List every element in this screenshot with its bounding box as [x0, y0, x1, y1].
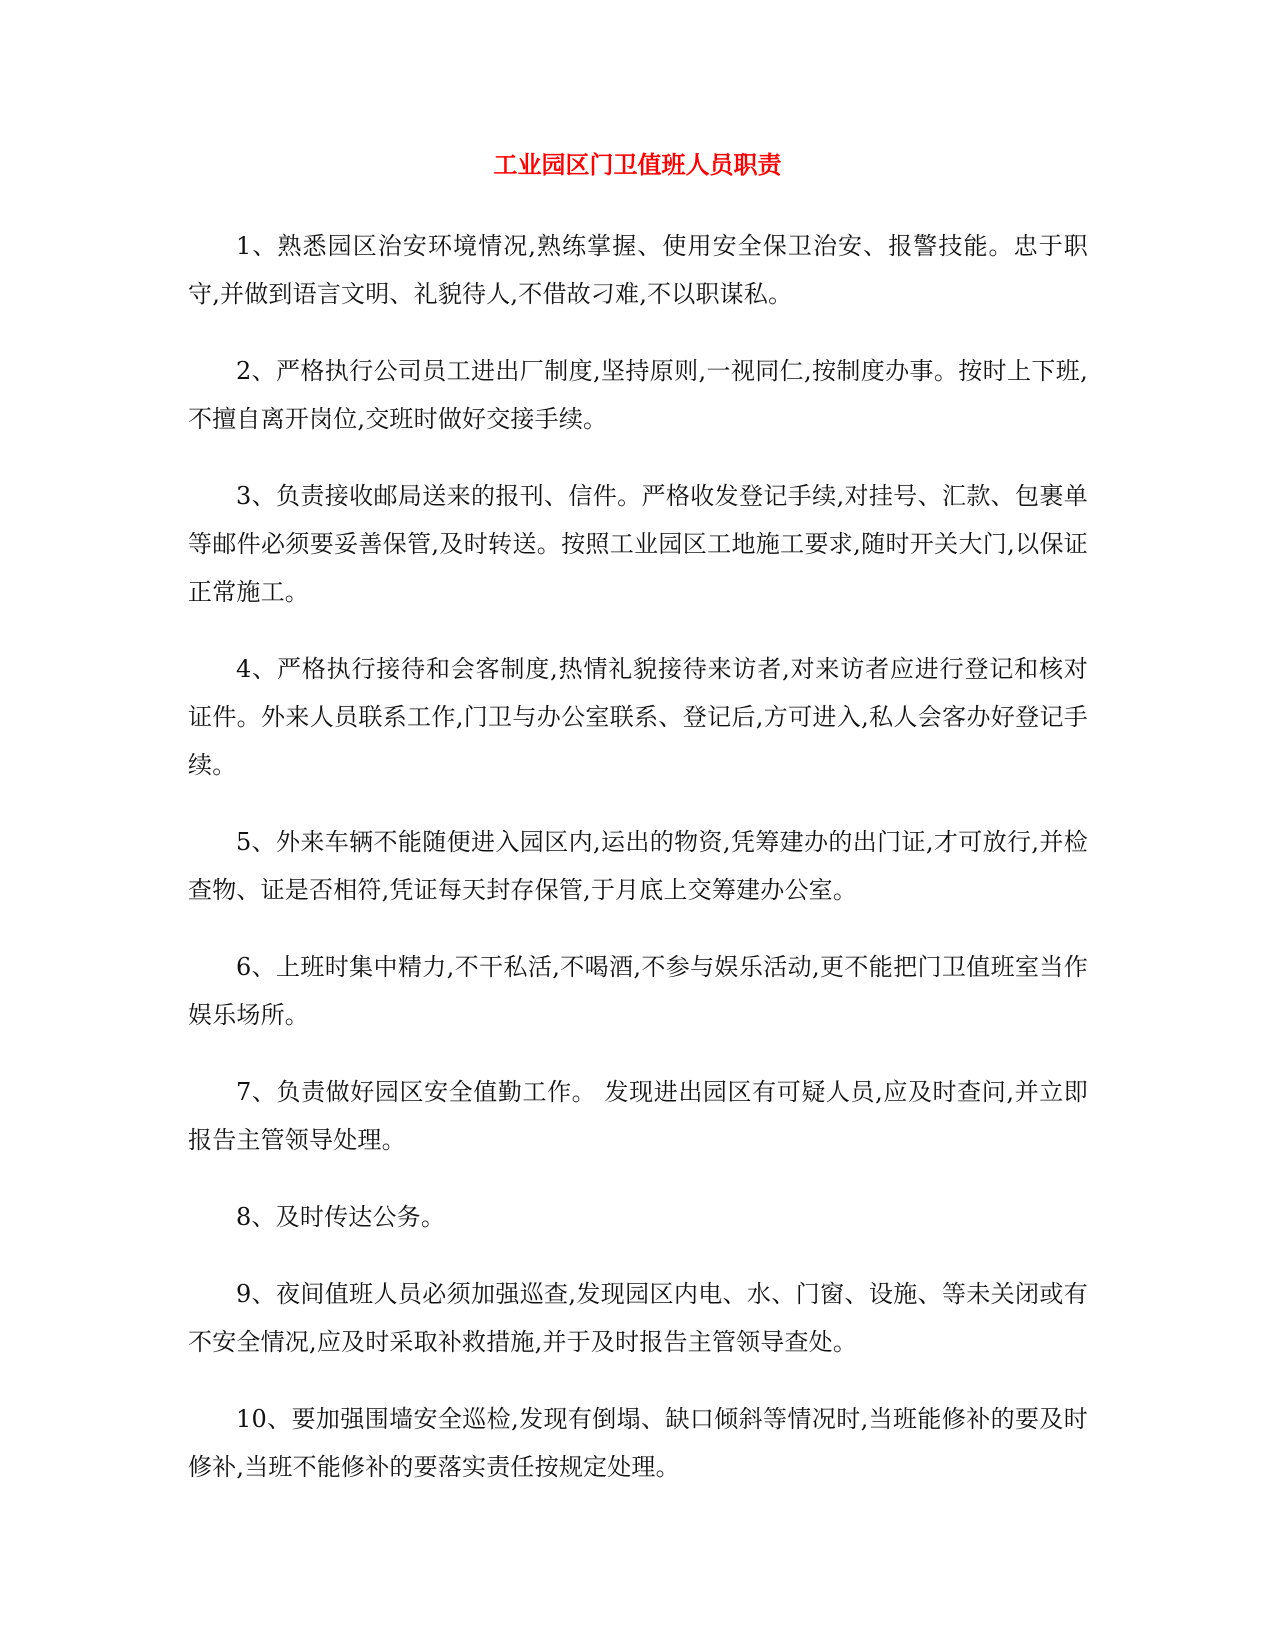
document-body	[188, 222, 1088, 1520]
duty-item-6: 6、上班时集中精力,不干私活,不喝酒,不参与娱乐活动,更不能把门卫值班室当作娱乐场所。	[188, 953, 1088, 1029]
duty-item-8: 8、及时传达公务。	[236, 1203, 446, 1231]
document-title: 工业园区门卫值班人员职责	[493, 150, 782, 179]
duty-item-7: 7、负责做好园区安全值勤工作。 发现进出园区有可疑人员,应及时查问,并立即报告主管领导处理。	[188, 1078, 1088, 1154]
duty-item-1: 1、熟悉园区治安环境情况,熟练掌握、使用安全保卫治安、报警技能。忠于职守,并做到语言文明、礼貌待人,不借故刁难,不以职谋私。	[188, 232, 1088, 308]
duty-item-10: 10、要加强围墙安全巡检,发现有倒塌、缺口倾斜等情况时,当班能修补的要及时修补,当班不能修补的要落实责任按规定处理。	[188, 1405, 1088, 1481]
duty-item-3: 3、负责接收邮局送来的报刊、信件。严格收发登记手续,对挂号、汇款、包裹单等邮件必须要妥善保管,及时转送。按照工业园区工地施工要求,随时开关大门,以保证正常施工。	[188, 482, 1088, 606]
duty-item-4: 4、严格执行接待和会客制度,热情礼貌接待来访者,对来访者应进行登记和核对证件。外来人员联系工作,门卫与办公室联系、登记后,方可进入,私人会客办好登记手续。	[188, 655, 1088, 779]
duty-item-2: 2、严格执行公司员工进出厂制度,坚持原则,一视同仁,按制度办事。按时上下班,不擅自离开岗位,交班时做好交接手续。	[188, 357, 1088, 433]
duty-item-5: 5、外来车辆不能随便进入园区内,运出的物资,凭筹建办的出门证,才可放行,并检查物、证是否相符,凭证每天封存保管,于月底上交筹建办公室。	[188, 828, 1088, 904]
duty-item-9: 9、夜间值班人员必须加强巡查,发现园区内电、水、门窗、设施、等未关闭或有不安全情况,应及时采取补救措施,并于及时报告主管领导查处。	[188, 1280, 1088, 1356]
